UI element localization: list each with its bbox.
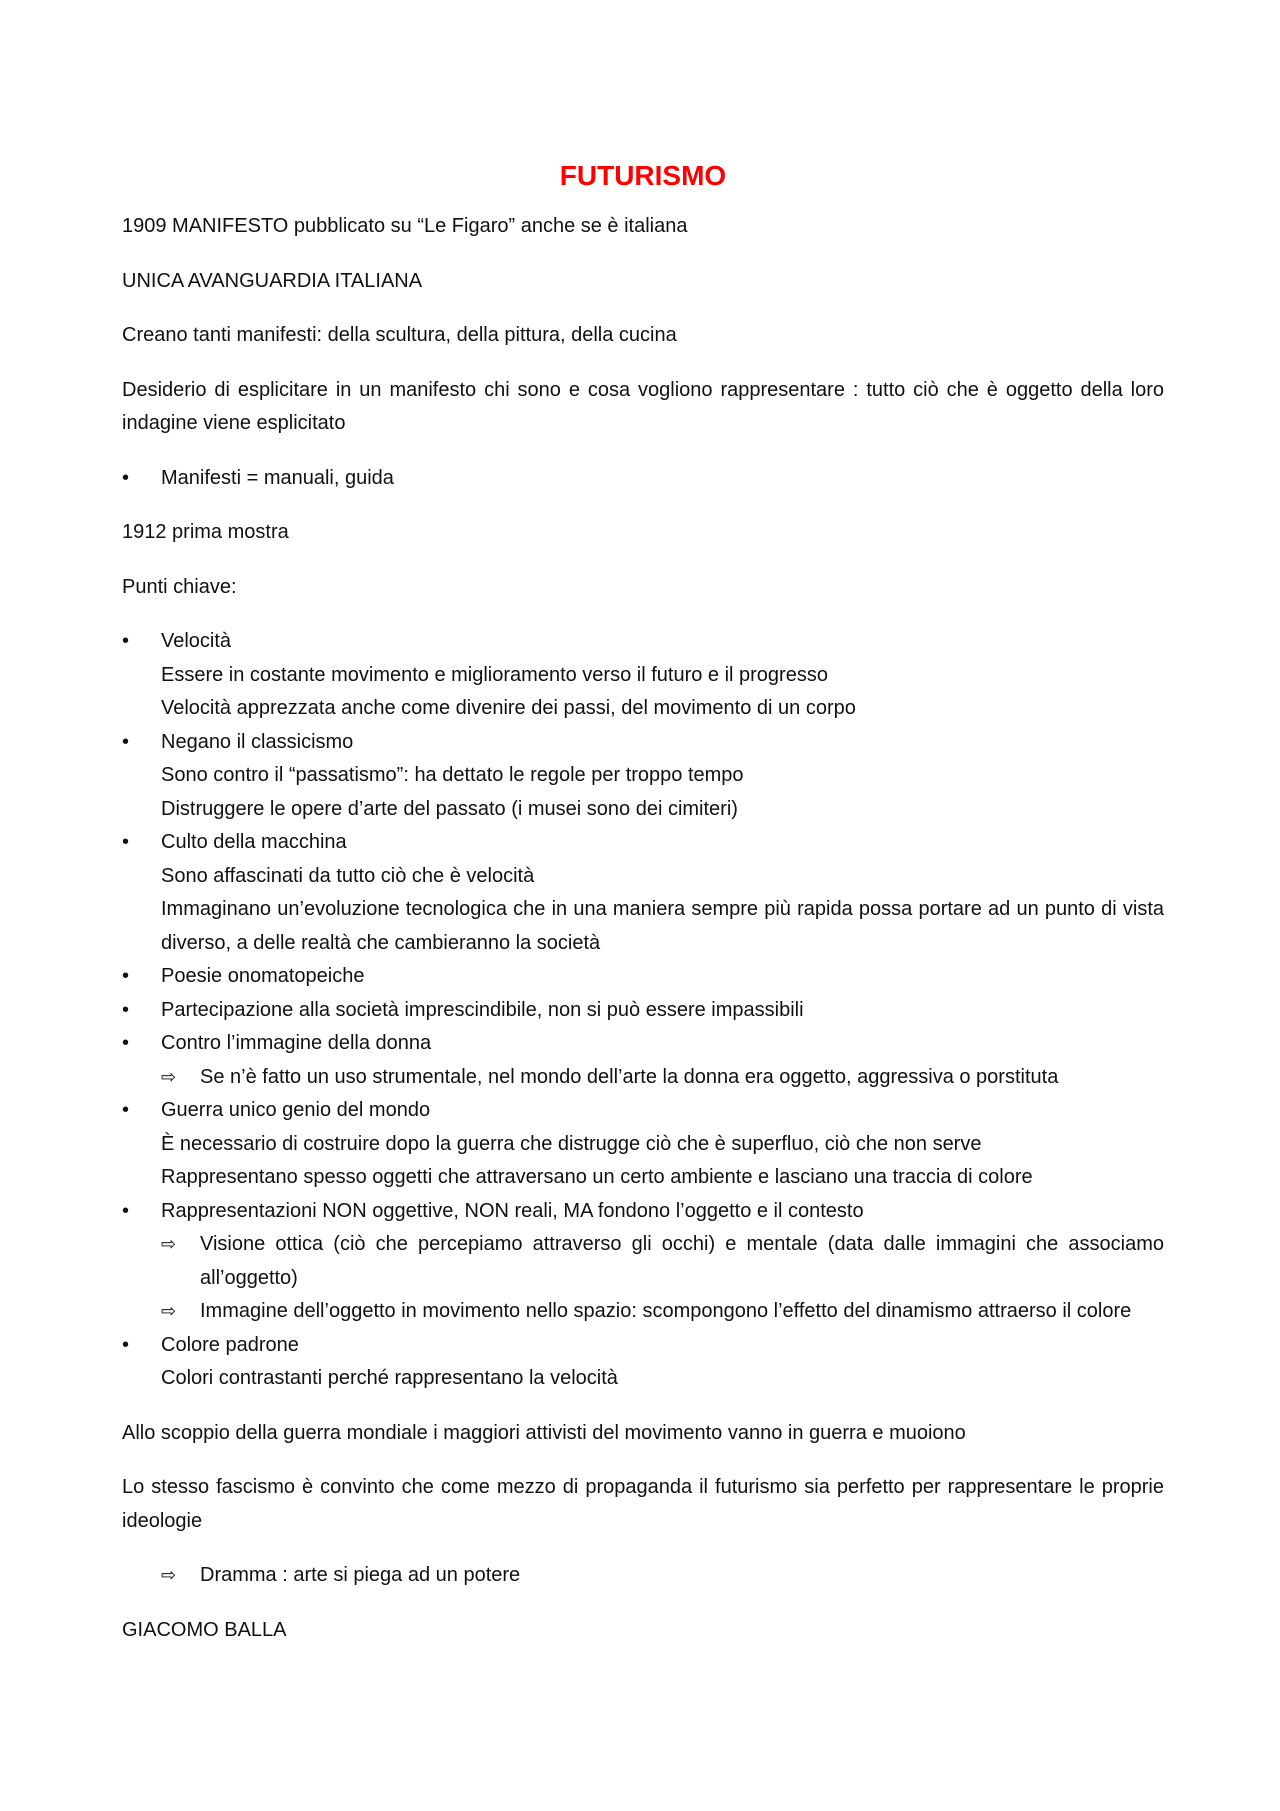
- key-point-detail: Sono contro il “passatismo”: ha dettato le regole per troppo tempo: [161, 764, 744, 786]
- bullet-icon: •: [122, 1333, 130, 1356]
- bullet-icon: •: [122, 831, 130, 853]
- key-point-item: [122, 1195, 1164, 1229]
- key-point-detail: Colori contrastanti perché rappresentano la velocità: [161, 1367, 618, 1389]
- key-point-item: [122, 625, 1164, 726]
- intro-paragraph: Creano tanti manifesti: della scultura, della pittura, della cucina: [122, 324, 677, 346]
- key-point-detail: Rappresentano spesso oggetti che attraversano un certo ambiente e lasciano una traccia di colore: [161, 1166, 1033, 1188]
- key-point-item: [122, 726, 1164, 827]
- intro-paragraph: Desiderio di esplicitare in un manifesto chi sono e cosa vogliono rappresentare : tutto ciò che è oggetto della loro indagine viene esplicitato: [122, 378, 1164, 434]
- final-heading: GIACOMO BALLA: [122, 1618, 287, 1641]
- key-point-heading: Culto della macchina: [161, 831, 347, 853]
- sub-arrow-text: Immagine dell’oggetto in movimento nello spazio: scompongono l’effetto del dinamismo attraerso il colore: [200, 1300, 1132, 1322]
- mostra-paragraph: 1912 prima mostra: [122, 521, 289, 543]
- key-point-detail: Velocità apprezzata anche come divenire dei passi, del movimento di un corpo: [161, 697, 856, 719]
- key-point-item: [122, 960, 1164, 994]
- key-point-heading: Velocità: [161, 630, 232, 652]
- bullet-icon: •: [122, 466, 130, 489]
- outro-paragraph: Lo stesso fascismo è convinto che come mezzo di propaganda il futurismo sia perfetto per rappresentare le proprie ideologie: [122, 1476, 1164, 1532]
- arrow-icon: ⇨: [161, 1301, 177, 1322]
- manifesti-list: [122, 462, 1164, 496]
- key-point-heading: Poesie onomatopeiche: [161, 965, 365, 987]
- key-point-item: [122, 1027, 1164, 1061]
- key-point-detail: È necessario di costruire dopo la guerra che distrugge ciò che è superfluo, ciò che non serve: [161, 1132, 982, 1155]
- arrow-icon: ⇨: [161, 1234, 177, 1255]
- bullet-icon: •: [122, 998, 130, 1021]
- bullet-icon: •: [122, 630, 130, 652]
- document-title: FUTURISMO: [559, 160, 727, 191]
- arrow-icon: ⇨: [161, 1565, 177, 1586]
- bullet-icon: •: [122, 1032, 130, 1054]
- key-point-item: [122, 826, 1164, 960]
- intro-paragraph: 1909 MANIFESTO pubblicato su “Le Figaro” anche se è italiana: [122, 215, 688, 237]
- bullet-icon: •: [122, 1199, 130, 1222]
- dramma-text: Dramma : arte si piega ad un potere: [200, 1564, 521, 1586]
- punti-chiave-label: Punti chiave:: [122, 575, 237, 598]
- intro-paragraph: UNICA AVANGUARDIA ITALIANA: [122, 269, 423, 292]
- key-point-detail: Sono affascinati da tutto ciò che è velocità: [161, 864, 535, 887]
- outro-paragraph: Allo scoppio della guerra mondiale i maggiori attivisti del movimento vanno in guerra e muoiono: [122, 1421, 966, 1444]
- key-point-heading: Colore padrone: [161, 1333, 299, 1356]
- bullet-item: [122, 462, 1164, 496]
- sub-arrow-item: [122, 1228, 1164, 1295]
- key-point-detail: Distruggere le opere d’arte del passato (i musei sono dei cimiteri): [161, 797, 738, 820]
- sub-arrow-text: Se n’è fatto un uso strumentale, nel mondo dell’arte la donna era oggetto, aggressiva o porstituta: [200, 1065, 1059, 1088]
- bullet-icon: •: [122, 730, 130, 753]
- key-point-heading: Guerra unico genio del mondo: [161, 1099, 431, 1121]
- sub-arrow-item: [122, 1061, 1164, 1095]
- bullet-icon: •: [122, 1099, 130, 1121]
- bullet-text: Manifesti = manuali, guida: [161, 466, 394, 489]
- document-content: [122, 150, 1164, 1668]
- sub-arrow-text: Visione ottica (ciò che percepiamo attraverso gli occhi) e mentale (data dalle immagini che associamo all’oggetto): [200, 1233, 1164, 1289]
- key-point-item: [122, 1329, 1164, 1396]
- key-point-heading: Rappresentazioni NON oggettive, NON reali, MA fondono l’oggetto e il contesto: [161, 1199, 864, 1222]
- key-point-detail: Essere in costante movimento e miglioramento verso il futuro e il progresso: [161, 663, 828, 686]
- key-point-item: [122, 1094, 1164, 1195]
- arrow-icon: ⇨: [161, 1066, 177, 1088]
- key-point-item: [122, 994, 1164, 1028]
- key-points-list: [122, 625, 1164, 1396]
- key-point-heading: Negano il classicismo: [161, 730, 354, 753]
- key-point-heading: Contro l’immagine della donna: [161, 1032, 432, 1054]
- key-point-heading: Partecipazione alla società imprescindibile, non si può essere impassibili: [161, 998, 804, 1021]
- bullet-icon: •: [122, 965, 130, 987]
- key-point-detail: Immaginano un’evoluzione tecnologica che in una maniera sempre più rapida possa portare ad un punto di vista diverso, a delle realtà che cambieranno la società: [161, 898, 1164, 954]
- dramma-item: [122, 1559, 1164, 1593]
- sub-arrow-item: [122, 1295, 1164, 1329]
